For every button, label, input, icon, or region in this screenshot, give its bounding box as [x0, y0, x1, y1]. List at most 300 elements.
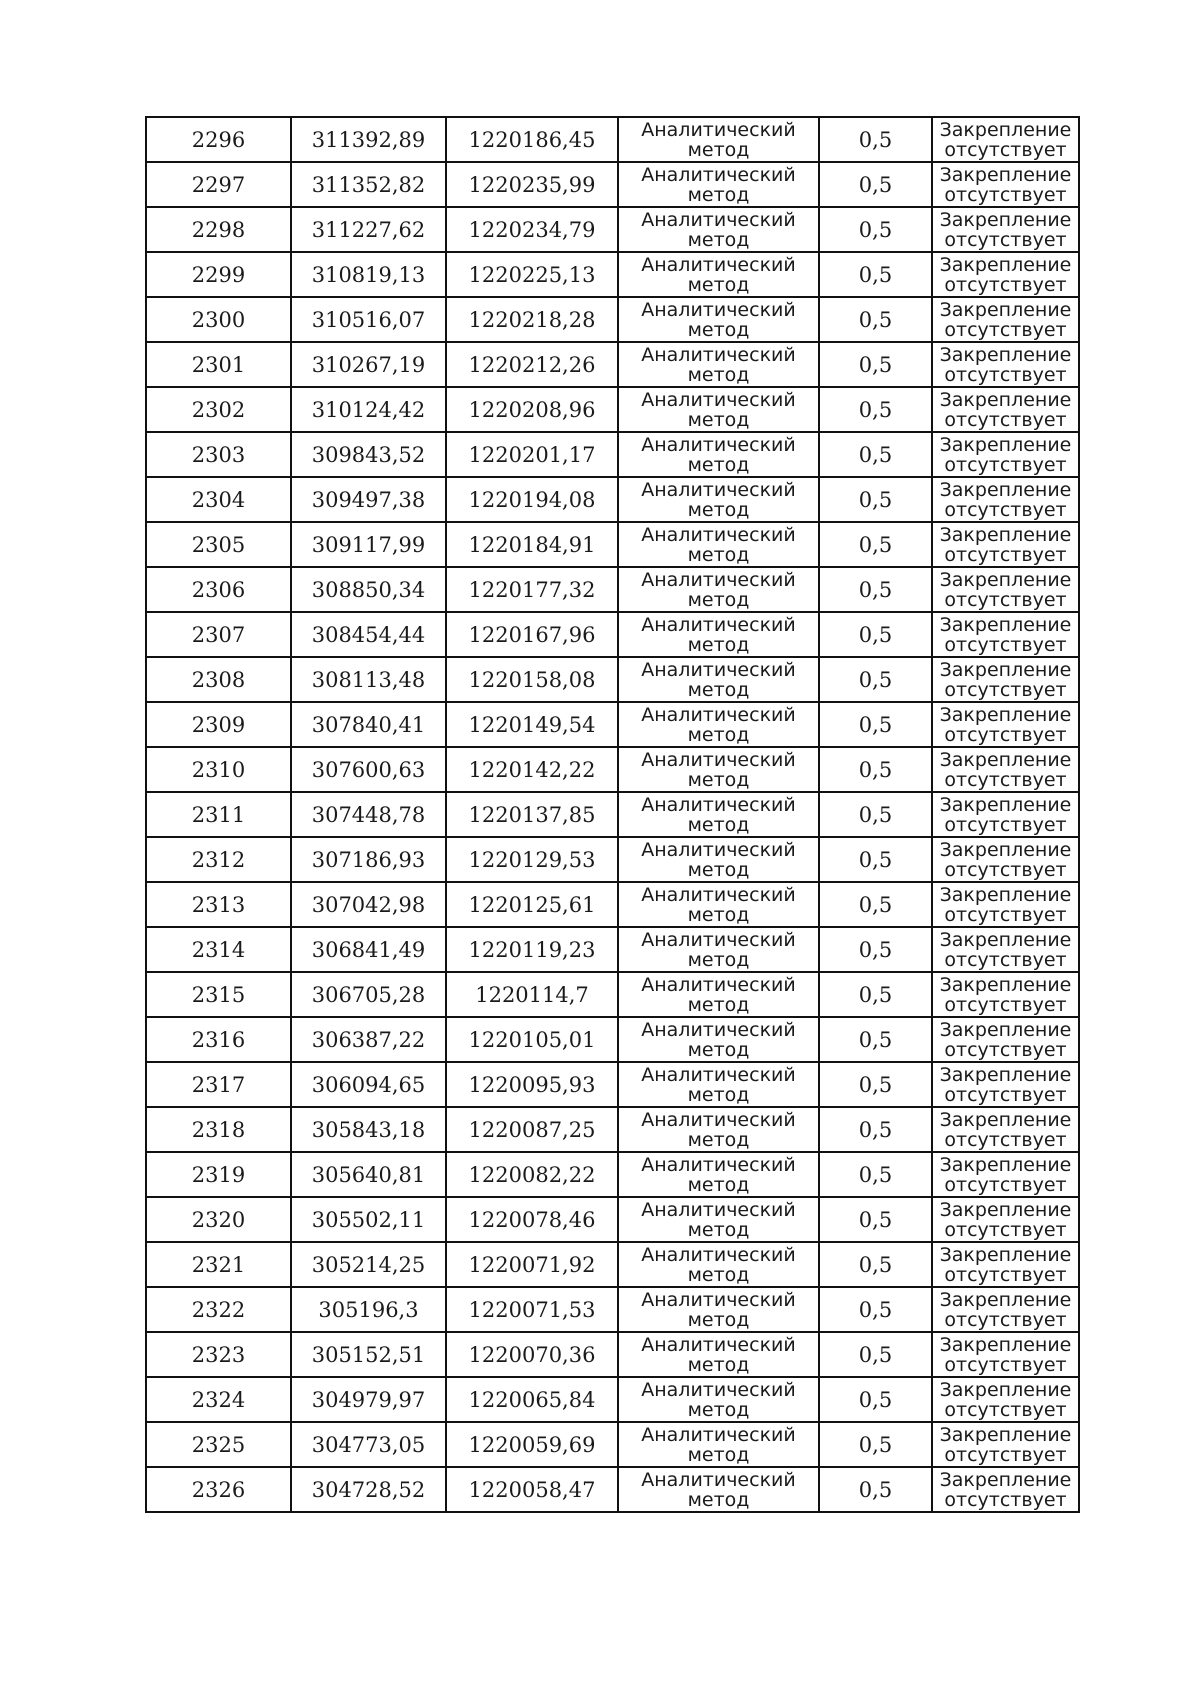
fixation-line-2: отсутствует [944, 453, 1067, 476]
y-coordinate-cell: 1220149,54 [446, 702, 618, 747]
method-line-2: метод [687, 948, 750, 971]
point-number-cell: 2303 [146, 432, 291, 477]
fixation-cell [932, 1017, 1079, 1062]
method-line-1: Аналитический [641, 928, 796, 951]
accuracy-cell: 0,5 [819, 1377, 932, 1422]
table-row [146, 522, 1079, 567]
method-cell [618, 1332, 819, 1377]
fixation-line-2: отсутствует [944, 993, 1067, 1016]
fixation-line-1: Закрепление [939, 298, 1072, 321]
x-coordinate-cell: 307042,98 [291, 882, 446, 927]
method-line-2: метод [687, 138, 750, 161]
fixation-line-1: Закрепление [939, 1063, 1072, 1086]
table-row [146, 1017, 1079, 1062]
method-line-2: метод [687, 408, 750, 431]
method-line-1: Аналитический [641, 1018, 796, 1041]
method-cell [618, 432, 819, 477]
fixation-cell [932, 1332, 1079, 1377]
method-cell [618, 927, 819, 972]
method-line-2: метод [687, 588, 750, 611]
method-line-1: Аналитический [641, 1333, 796, 1356]
accuracy-cell: 0,5 [819, 522, 932, 567]
fixation-line-1: Закрепление [939, 1468, 1072, 1491]
fixation-line-1: Закрепление [939, 343, 1072, 366]
point-number-cell: 2326 [146, 1467, 291, 1512]
method-cell [618, 1467, 819, 1512]
table-row [146, 1197, 1079, 1242]
table-row [146, 1422, 1079, 1467]
fixation-line-2: отсутствует [944, 543, 1067, 566]
fixation-line-2: отсутствует [944, 318, 1067, 341]
table-row [146, 117, 1079, 162]
method-line-2: метод [687, 723, 750, 746]
y-coordinate-cell: 1220087,25 [446, 1107, 618, 1152]
fixation-line-1: Закрепление [939, 1198, 1072, 1221]
x-coordinate-cell: 308850,34 [291, 567, 446, 612]
x-coordinate-cell: 307840,41 [291, 702, 446, 747]
fixation-line-1: Закрепление [939, 748, 1072, 771]
method-line-1: Аналитический [641, 1423, 796, 1446]
table-row [146, 1062, 1079, 1107]
table-row [146, 387, 1079, 432]
method-cell [618, 1107, 819, 1152]
y-coordinate-cell: 1220137,85 [446, 792, 618, 837]
fixation-cell [932, 1197, 1079, 1242]
method-line-2: метод [687, 1173, 750, 1196]
x-coordinate-cell: 309843,52 [291, 432, 446, 477]
method-line-1: Аналитический [641, 298, 796, 321]
table-row [146, 1287, 1079, 1332]
fixation-line-1: Закрепление [939, 163, 1072, 186]
method-cell [618, 1017, 819, 1062]
fixation-line-1: Закрепление [939, 1333, 1072, 1356]
table-row [146, 252, 1079, 297]
accuracy-cell: 0,5 [819, 1197, 932, 1242]
fixation-line-2: отсутствует [944, 723, 1067, 746]
point-number-cell: 2313 [146, 882, 291, 927]
y-coordinate-cell: 1220158,08 [446, 657, 618, 702]
y-coordinate-cell: 1220235,99 [446, 162, 618, 207]
fixation-cell [932, 297, 1079, 342]
method-cell [618, 837, 819, 882]
method-cell [618, 747, 819, 792]
method-line-1: Аналитический [641, 208, 796, 231]
accuracy-cell: 0,5 [819, 1152, 932, 1197]
y-coordinate-cell: 1220071,92 [446, 1242, 618, 1287]
method-line-1: Аналитический [641, 658, 796, 681]
table-row [146, 477, 1079, 522]
fixation-cell [932, 1287, 1079, 1332]
method-cell [618, 1152, 819, 1197]
table-row [146, 1467, 1079, 1512]
fixation-cell [932, 387, 1079, 432]
table-row [146, 837, 1079, 882]
point-number-cell: 2302 [146, 387, 291, 432]
accuracy-cell: 0,5 [819, 837, 932, 882]
method-line-2: метод [687, 993, 750, 1016]
point-number-cell: 2304 [146, 477, 291, 522]
coordinates-table [145, 116, 1080, 1513]
y-coordinate-cell: 1220065,84 [446, 1377, 618, 1422]
point-number-cell: 2301 [146, 342, 291, 387]
x-coordinate-cell: 306841,49 [291, 927, 446, 972]
method-line-1: Аналитический [641, 703, 796, 726]
y-coordinate-cell: 1220177,32 [446, 567, 618, 612]
x-coordinate-cell: 310267,19 [291, 342, 446, 387]
fixation-line-2: отсутствует [944, 228, 1067, 251]
fixation-cell [932, 972, 1079, 1017]
method-cell [618, 567, 819, 612]
accuracy-cell: 0,5 [819, 162, 932, 207]
table-row [146, 702, 1079, 747]
method-line-1: Аналитический [641, 1288, 796, 1311]
fixation-line-2: отсутствует [944, 273, 1067, 296]
method-line-2: метод [687, 1353, 750, 1376]
method-line-2: метод [687, 1263, 750, 1286]
fixation-cell [932, 927, 1079, 972]
y-coordinate-cell: 1220129,53 [446, 837, 618, 882]
fixation-line-1: Закрепление [939, 208, 1072, 231]
y-coordinate-cell: 1220194,08 [446, 477, 618, 522]
method-line-2: метод [687, 1443, 750, 1466]
fixation-line-1: Закрепление [939, 703, 1072, 726]
point-number-cell: 2311 [146, 792, 291, 837]
fixation-cell [932, 1062, 1079, 1107]
method-line-2: метод [687, 858, 750, 881]
method-cell [618, 702, 819, 747]
x-coordinate-cell: 308454,44 [291, 612, 446, 657]
fixation-line-1: Закрепление [939, 838, 1072, 861]
accuracy-cell: 0,5 [819, 1017, 932, 1062]
method-cell [618, 612, 819, 657]
fixation-cell [932, 522, 1079, 567]
method-cell [618, 1287, 819, 1332]
fixation-cell [932, 342, 1079, 387]
fixation-line-1: Закрепление [939, 1018, 1072, 1041]
method-line-2: метод [687, 318, 750, 341]
x-coordinate-cell: 305640,81 [291, 1152, 446, 1197]
fixation-line-2: отсутствует [944, 813, 1067, 836]
y-coordinate-cell: 1220095,93 [446, 1062, 618, 1107]
fixation-line-1: Закрепление [939, 1378, 1072, 1401]
method-line-1: Аналитический [641, 478, 796, 501]
accuracy-cell: 0,5 [819, 1107, 932, 1152]
fixation-line-1: Закрепление [939, 1423, 1072, 1446]
method-line-1: Аналитический [641, 613, 796, 636]
fixation-cell [932, 1242, 1079, 1287]
fixation-cell [932, 837, 1079, 882]
fixation-line-1: Закрепление [939, 1288, 1072, 1311]
point-number-cell: 2318 [146, 1107, 291, 1152]
x-coordinate-cell: 311227,62 [291, 207, 446, 252]
point-number-cell: 2315 [146, 972, 291, 1017]
method-line-2: метод [687, 1398, 750, 1421]
accuracy-cell: 0,5 [819, 207, 932, 252]
fixation-cell [932, 162, 1079, 207]
accuracy-cell: 0,5 [819, 792, 932, 837]
method-line-2: метод [687, 813, 750, 836]
accuracy-cell: 0,5 [819, 747, 932, 792]
method-cell [618, 522, 819, 567]
fixation-line-2: отсутствует [944, 768, 1067, 791]
point-number-cell: 2319 [146, 1152, 291, 1197]
method-line-1: Аналитический [641, 1468, 796, 1491]
fixation-cell [932, 1377, 1079, 1422]
method-cell [618, 342, 819, 387]
x-coordinate-cell: 309497,38 [291, 477, 446, 522]
fixation-line-1: Закрепление [939, 388, 1072, 411]
method-line-2: метод [687, 183, 750, 206]
fixation-line-1: Закрепление [939, 478, 1072, 501]
x-coordinate-cell: 307186,93 [291, 837, 446, 882]
y-coordinate-cell: 1220225,13 [446, 252, 618, 297]
y-coordinate-cell: 1220167,96 [446, 612, 618, 657]
y-coordinate-cell: 1220208,96 [446, 387, 618, 432]
point-number-cell: 2308 [146, 657, 291, 702]
fixation-line-2: отсутствует [944, 498, 1067, 521]
table-row [146, 1107, 1079, 1152]
fixation-line-1: Закрепление [939, 433, 1072, 456]
x-coordinate-cell: 304773,05 [291, 1422, 446, 1467]
method-line-2: метод [687, 1218, 750, 1241]
point-number-cell: 2305 [146, 522, 291, 567]
table-row [146, 657, 1079, 702]
table-row [146, 612, 1079, 657]
y-coordinate-cell: 1220218,28 [446, 297, 618, 342]
method-cell [618, 1197, 819, 1242]
method-cell [618, 972, 819, 1017]
accuracy-cell: 0,5 [819, 927, 932, 972]
method-cell [618, 657, 819, 702]
method-line-1: Аналитический [641, 523, 796, 546]
method-line-1: Аналитический [641, 568, 796, 591]
method-line-2: метод [687, 1488, 750, 1511]
fixation-line-2: отсутствует [944, 678, 1067, 701]
fixation-line-2: отсутствует [944, 1218, 1067, 1241]
x-coordinate-cell: 309117,99 [291, 522, 446, 567]
x-coordinate-cell: 306387,22 [291, 1017, 446, 1062]
x-coordinate-cell: 305843,18 [291, 1107, 446, 1152]
x-coordinate-cell: 310124,42 [291, 387, 446, 432]
method-cell [618, 1422, 819, 1467]
x-coordinate-cell: 307600,63 [291, 747, 446, 792]
point-number-cell: 2320 [146, 1197, 291, 1242]
accuracy-cell: 0,5 [819, 882, 932, 927]
fixation-line-2: отсутствует [944, 903, 1067, 926]
x-coordinate-cell: 304728,52 [291, 1467, 446, 1512]
y-coordinate-cell: 1220078,46 [446, 1197, 618, 1242]
fixation-cell [932, 252, 1079, 297]
point-number-cell: 2321 [146, 1242, 291, 1287]
fixation-line-2: отсутствует [944, 183, 1067, 206]
y-coordinate-cell: 1220125,61 [446, 882, 618, 927]
fixation-line-1: Закрепление [939, 1153, 1072, 1176]
method-line-1: Аналитический [641, 1243, 796, 1266]
accuracy-cell: 0,5 [819, 1467, 932, 1512]
fixation-line-2: отсутствует [944, 633, 1067, 656]
accuracy-cell: 0,5 [819, 567, 932, 612]
y-coordinate-cell: 1220142,22 [446, 747, 618, 792]
table-row [146, 297, 1079, 342]
method-cell [618, 297, 819, 342]
method-line-1: Аналитический [641, 793, 796, 816]
point-number-cell: 2312 [146, 837, 291, 882]
y-coordinate-cell: 1220070,36 [446, 1332, 618, 1377]
accuracy-cell: 0,5 [819, 1242, 932, 1287]
point-number-cell: 2322 [146, 1287, 291, 1332]
table-row [146, 972, 1079, 1017]
point-number-cell: 2309 [146, 702, 291, 747]
table-row [146, 207, 1079, 252]
fixation-cell [932, 477, 1079, 522]
point-number-cell: 2299 [146, 252, 291, 297]
method-line-2: метод [687, 453, 750, 476]
method-line-1: Аналитический [641, 973, 796, 996]
method-line-1: Аналитический [641, 163, 796, 186]
fixation-line-1: Закрепление [939, 793, 1072, 816]
method-line-1: Аналитический [641, 748, 796, 771]
fixation-cell [932, 117, 1079, 162]
table-row [146, 1152, 1079, 1197]
table-row [146, 1332, 1079, 1377]
accuracy-cell: 0,5 [819, 1287, 932, 1332]
method-cell [618, 162, 819, 207]
fixation-cell [932, 882, 1079, 927]
table-row [146, 1377, 1079, 1422]
fixation-line-1: Закрепление [939, 568, 1072, 591]
method-line-2: метод [687, 1308, 750, 1331]
x-coordinate-cell: 311352,82 [291, 162, 446, 207]
fixation-line-1: Закрепление [939, 658, 1072, 681]
x-coordinate-cell: 304979,97 [291, 1377, 446, 1422]
method-line-1: Аналитический [641, 343, 796, 366]
fixation-cell [932, 702, 1079, 747]
method-line-2: метод [687, 633, 750, 656]
method-line-1: Аналитический [641, 433, 796, 456]
table-row [146, 342, 1079, 387]
accuracy-cell: 0,5 [819, 1332, 932, 1377]
y-coordinate-cell: 1220071,53 [446, 1287, 618, 1332]
table-row [146, 1242, 1079, 1287]
fixation-cell [932, 1152, 1079, 1197]
method-cell [618, 882, 819, 927]
x-coordinate-cell: 305214,25 [291, 1242, 446, 1287]
fixation-line-1: Закрепление [939, 118, 1072, 141]
method-line-2: метод [687, 1083, 750, 1106]
y-coordinate-cell: 1220184,91 [446, 522, 618, 567]
method-line-1: Аналитический [641, 1108, 796, 1131]
point-number-cell: 2306 [146, 567, 291, 612]
fixation-line-2: отсутствует [944, 1443, 1067, 1466]
table-row [146, 882, 1079, 927]
method-line-2: метод [687, 903, 750, 926]
point-number-cell: 2317 [146, 1062, 291, 1107]
accuracy-cell: 0,5 [819, 342, 932, 387]
fixation-cell [932, 1467, 1079, 1512]
method-line-2: метод [687, 228, 750, 251]
method-line-2: метод [687, 363, 750, 386]
point-number-cell: 2310 [146, 747, 291, 792]
point-number-cell: 2314 [146, 927, 291, 972]
fixation-line-1: Закрепление [939, 613, 1072, 636]
y-coordinate-cell: 1220186,45 [446, 117, 618, 162]
method-cell [618, 477, 819, 522]
fixation-line-2: отсутствует [944, 408, 1067, 431]
x-coordinate-cell: 305196,3 [291, 1287, 446, 1332]
y-coordinate-cell: 1220082,22 [446, 1152, 618, 1197]
method-line-1: Аналитический [641, 1063, 796, 1086]
fixation-line-2: отсутствует [944, 1083, 1067, 1106]
method-line-1: Аналитический [641, 883, 796, 906]
method-cell [618, 387, 819, 432]
point-number-cell: 2296 [146, 117, 291, 162]
method-line-1: Аналитический [641, 388, 796, 411]
method-line-1: Аналитический [641, 118, 796, 141]
accuracy-cell: 0,5 [819, 432, 932, 477]
method-line-2: метод [687, 1128, 750, 1151]
y-coordinate-cell: 1220059,69 [446, 1422, 618, 1467]
table-row [146, 162, 1079, 207]
fixation-line-2: отсутствует [944, 588, 1067, 611]
point-number-cell: 2323 [146, 1332, 291, 1377]
accuracy-cell: 0,5 [819, 612, 932, 657]
method-cell [618, 117, 819, 162]
method-line-2: метод [687, 1038, 750, 1061]
fixation-line-2: отсутствует [944, 1308, 1067, 1331]
accuracy-cell: 0,5 [819, 657, 932, 702]
y-coordinate-cell: 1220212,26 [446, 342, 618, 387]
accuracy-cell: 0,5 [819, 1062, 932, 1107]
accuracy-cell: 0,5 [819, 297, 932, 342]
fixation-line-2: отсутствует [944, 1398, 1067, 1421]
y-coordinate-cell: 1220114,7 [446, 972, 618, 1017]
fixation-line-1: Закрепление [939, 883, 1072, 906]
method-line-2: метод [687, 543, 750, 566]
accuracy-cell: 0,5 [819, 387, 932, 432]
fixation-line-2: отсутствует [944, 1038, 1067, 1061]
method-line-2: метод [687, 498, 750, 521]
accuracy-cell: 0,5 [819, 972, 932, 1017]
accuracy-cell: 0,5 [819, 1422, 932, 1467]
x-coordinate-cell: 307448,78 [291, 792, 446, 837]
table-row [146, 792, 1079, 837]
fixation-line-2: отсутствует [944, 138, 1067, 161]
fixation-line-2: отсутствует [944, 1488, 1067, 1511]
y-coordinate-cell: 1220234,79 [446, 207, 618, 252]
fixation-line-1: Закрепление [939, 973, 1072, 996]
fixation-cell [932, 567, 1079, 612]
method-line-2: метод [687, 768, 750, 791]
fixation-line-2: отсутствует [944, 363, 1067, 386]
fixation-cell [932, 432, 1079, 477]
fixation-line-1: Закрепление [939, 1108, 1072, 1131]
method-cell [618, 792, 819, 837]
x-coordinate-cell: 311392,89 [291, 117, 446, 162]
method-cell [618, 207, 819, 252]
method-cell [618, 1242, 819, 1287]
method-line-1: Аналитический [641, 838, 796, 861]
fixation-cell [932, 1107, 1079, 1152]
x-coordinate-cell: 306094,65 [291, 1062, 446, 1107]
x-coordinate-cell: 310516,07 [291, 297, 446, 342]
fixation-line-1: Закрепление [939, 1243, 1072, 1266]
fixation-line-1: Закрепление [939, 928, 1072, 951]
point-number-cell: 2300 [146, 297, 291, 342]
fixation-line-2: отсутствует [944, 1353, 1067, 1376]
y-coordinate-cell: 1220058,47 [446, 1467, 618, 1512]
fixation-line-2: отсутствует [944, 948, 1067, 971]
table-row [146, 567, 1079, 612]
